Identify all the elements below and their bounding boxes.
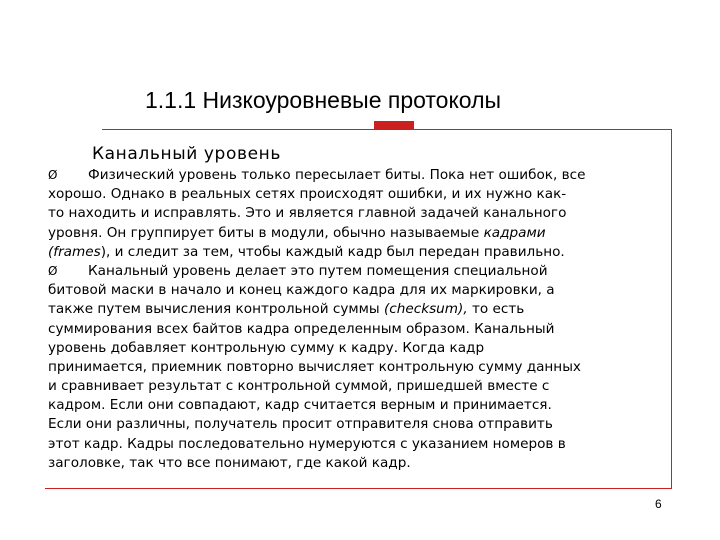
text-segment: то есть <box>467 301 525 318</box>
text-segment: уровень добавляет контрольную сумму к кадру. Когда кадр <box>48 339 485 356</box>
right-border-line <box>671 129 672 489</box>
text-line <box>48 454 668 473</box>
italic-term: (frames <box>48 243 101 260</box>
bottom-border-line <box>45 488 672 489</box>
text-segment: и сравнивает результат с контрольной суммой, пришедшей вместе с <box>48 378 550 395</box>
text-line <box>48 204 668 223</box>
text-line <box>48 396 668 415</box>
accent-square <box>374 121 414 130</box>
text-segment: то находить и исправлять. Это и является главной задачей канального <box>48 205 567 222</box>
section-subheading: Канальный уровень <box>92 144 281 164</box>
text-segment: принимается, приемник повторно вычисляет контрольную сумму данных <box>48 358 581 375</box>
text-line <box>48 300 668 319</box>
text-segment: также путем вычисления контрольной суммы <box>48 301 384 318</box>
text-segment: этот кадр. Кадры последовательно нумеруются с указанием номеров в <box>48 435 566 452</box>
slide-title: 1.1.1 Низкоуровневые протоколы <box>145 87 502 113</box>
italic-term: (checksum), <box>383 301 468 318</box>
text-segment: уровня. Он группирует биты в модули, обычно называемые <box>48 224 484 241</box>
text-line <box>48 358 668 377</box>
text-segment: Если они различны, получатель просит отправителя снова отправить <box>48 416 553 433</box>
text-segment: Физический уровень только пересылает биты. Пока нет ошибок, все <box>88 167 586 183</box>
text-segment: хорошо. Однако в реальных сетях происходят ошибки, и их нужно как- <box>48 186 567 203</box>
text-line <box>48 185 668 204</box>
text-segment: Канальный уровень делает это путем помещения специальной <box>88 262 548 279</box>
text-segment: заголовке, так что все понимают, где какой кадр. <box>48 454 411 471</box>
text-segment: кадром. Если они совпадают, кадр считается верным и принимается. <box>48 397 552 414</box>
text-line <box>48 224 668 243</box>
text-line <box>48 339 668 358</box>
arrowhead-bullet-icon: Ø <box>48 263 58 278</box>
slide-body-text <box>48 166 668 473</box>
text-line <box>48 320 668 339</box>
text-segment: битовой маски в начало и конец каждого кадра для их маркировки, а <box>48 282 555 299</box>
text-segment: суммирования всех байтов кадра определенным образом. Канальный <box>48 320 555 337</box>
text-line <box>48 243 668 262</box>
text-line <box>48 377 668 396</box>
text-line <box>48 262 668 281</box>
text-line <box>48 281 668 300</box>
italic-term: кадрами <box>483 224 546 241</box>
text-segment: ), и следит за тем, чтобы каждый кадр был передан правильно. <box>100 243 565 260</box>
text-line <box>48 435 668 454</box>
text-line <box>48 415 668 434</box>
text-line <box>48 166 668 185</box>
arrowhead-bullet-icon: Ø <box>48 168 58 182</box>
page-number: 6 <box>655 497 662 511</box>
